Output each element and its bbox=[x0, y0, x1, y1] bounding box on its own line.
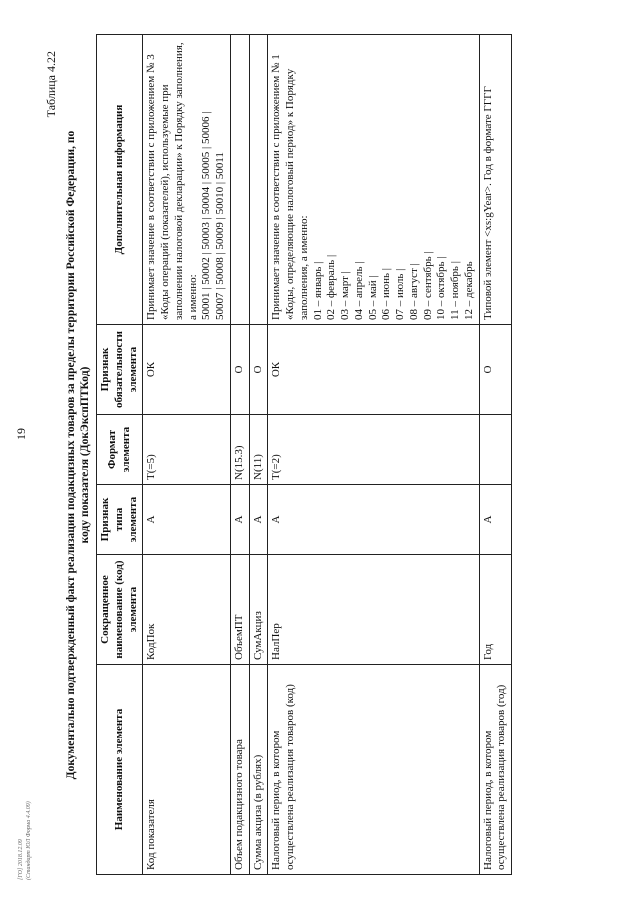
cell-code: СумАкциз bbox=[249, 555, 268, 665]
title-line-2: коду показателя (ДокЭкспПТКод) bbox=[79, 366, 92, 544]
info-text: Принимает значение в соответствии с приложением № 3 «Коды операций (показателей), используемые при заполнении налоговой декларации» к Порядку заполнения, а именно: bbox=[145, 42, 199, 320]
cell-type: А bbox=[249, 485, 268, 555]
cell-code: ОбъемПТ bbox=[230, 555, 249, 665]
table-label: Таблица 4.22 bbox=[44, 51, 58, 118]
table-row bbox=[249, 35, 268, 875]
month-item: 03 – март | bbox=[339, 271, 351, 320]
month-item: 12 – декабрь bbox=[462, 261, 475, 320]
header-format: Формат элемента bbox=[97, 415, 143, 485]
month-item: 04 – апрель | bbox=[352, 261, 365, 320]
cell-required: ОК bbox=[143, 325, 231, 415]
month-item: 05 – май | bbox=[366, 275, 379, 320]
code-list bbox=[200, 39, 228, 320]
code-list-line: 50007 | 50008 | 50009 | 50010 | 50011 bbox=[214, 152, 226, 320]
cell-name: Объем подакцизного товара bbox=[230, 665, 249, 875]
footer-note bbox=[18, 801, 34, 880]
header-code: Сокращенное наименование (код) элемента bbox=[97, 555, 143, 665]
month-item: 01 – январь | bbox=[311, 261, 324, 320]
rotated-page-content bbox=[34, 25, 614, 885]
cell-name: Налоговый период, в котором осуществлена реализация товаров (год) bbox=[479, 665, 512, 875]
month-item: 07 – июль | bbox=[394, 268, 406, 320]
cell-type: А bbox=[268, 485, 479, 555]
month-item: 11 – ноябрь | bbox=[449, 261, 461, 320]
cell-type: А bbox=[143, 485, 231, 555]
month-item: 02 – февраль | bbox=[325, 254, 338, 320]
cell-code: Год bbox=[479, 555, 512, 665]
month-item: 09 – сентябрь | bbox=[421, 251, 434, 320]
cell-info: Типовой элемент <xs:gYear>. Год в формате ГГГГ bbox=[479, 35, 512, 325]
header-type: Признак типа элемента bbox=[97, 485, 143, 555]
cell-required: О bbox=[230, 325, 249, 415]
table-header-row bbox=[97, 35, 143, 875]
footer-line-2: (Стандарт ЮЛ Форма 4.4.09) bbox=[25, 801, 32, 880]
cell-info bbox=[268, 35, 479, 325]
cell-info bbox=[143, 35, 231, 325]
month-item: 08 – август | bbox=[407, 263, 420, 320]
table-row bbox=[479, 35, 512, 875]
cell-format: T(=2) bbox=[268, 415, 479, 485]
cell-format bbox=[479, 415, 512, 485]
footer-line-1: [ГО] 2018.12.09 bbox=[18, 839, 24, 880]
cell-info bbox=[249, 35, 268, 325]
table-row bbox=[143, 35, 231, 875]
table-row bbox=[230, 35, 249, 875]
elements-table bbox=[96, 34, 512, 875]
cell-type: А bbox=[230, 485, 249, 555]
month-item: 06 – июнь | bbox=[380, 268, 393, 320]
cell-code: КодПок bbox=[143, 555, 231, 665]
header-name: Наименование элемента bbox=[97, 665, 143, 875]
cell-info bbox=[230, 35, 249, 325]
header-required: Признак обязательности элемента bbox=[97, 325, 143, 415]
title-line-1: Документально подтвержденный факт реализации подакцизных товаров за пределы территории Российской Федерации, по bbox=[65, 130, 77, 780]
cell-format: N(15.3) bbox=[230, 415, 249, 485]
cell-name: Код показателя bbox=[143, 665, 231, 875]
cell-format: N(11) bbox=[249, 415, 268, 485]
cell-type: А bbox=[479, 485, 512, 555]
cell-required: О bbox=[479, 325, 512, 415]
info-text: Принимает значение в соответствии с приложением № 1 «Коды, определяющие налоговый период» к Порядку заполнения, а именно: bbox=[270, 54, 310, 320]
cell-code: НалПер bbox=[268, 555, 479, 665]
cell-format: T(=5) bbox=[143, 415, 231, 485]
table-row bbox=[268, 35, 479, 875]
page-number: 19 bbox=[14, 428, 28, 440]
header-info: Дополнительная информация bbox=[97, 35, 143, 325]
cell-required: ОК bbox=[268, 325, 479, 415]
month-item: 10 – октябрь | bbox=[435, 256, 448, 320]
cell-name: Налоговый период, в котором осуществлена реализация товаров (код) bbox=[268, 665, 479, 875]
table-title bbox=[64, 65, 93, 845]
cell-name: Сумма акциза (в рублях) bbox=[249, 665, 268, 875]
cell-required: О bbox=[249, 325, 268, 415]
month-list bbox=[312, 39, 477, 320]
code-list-line: 50001 | 50002 | 50003 | 50004 | 50005 | 50006 | bbox=[200, 111, 213, 320]
